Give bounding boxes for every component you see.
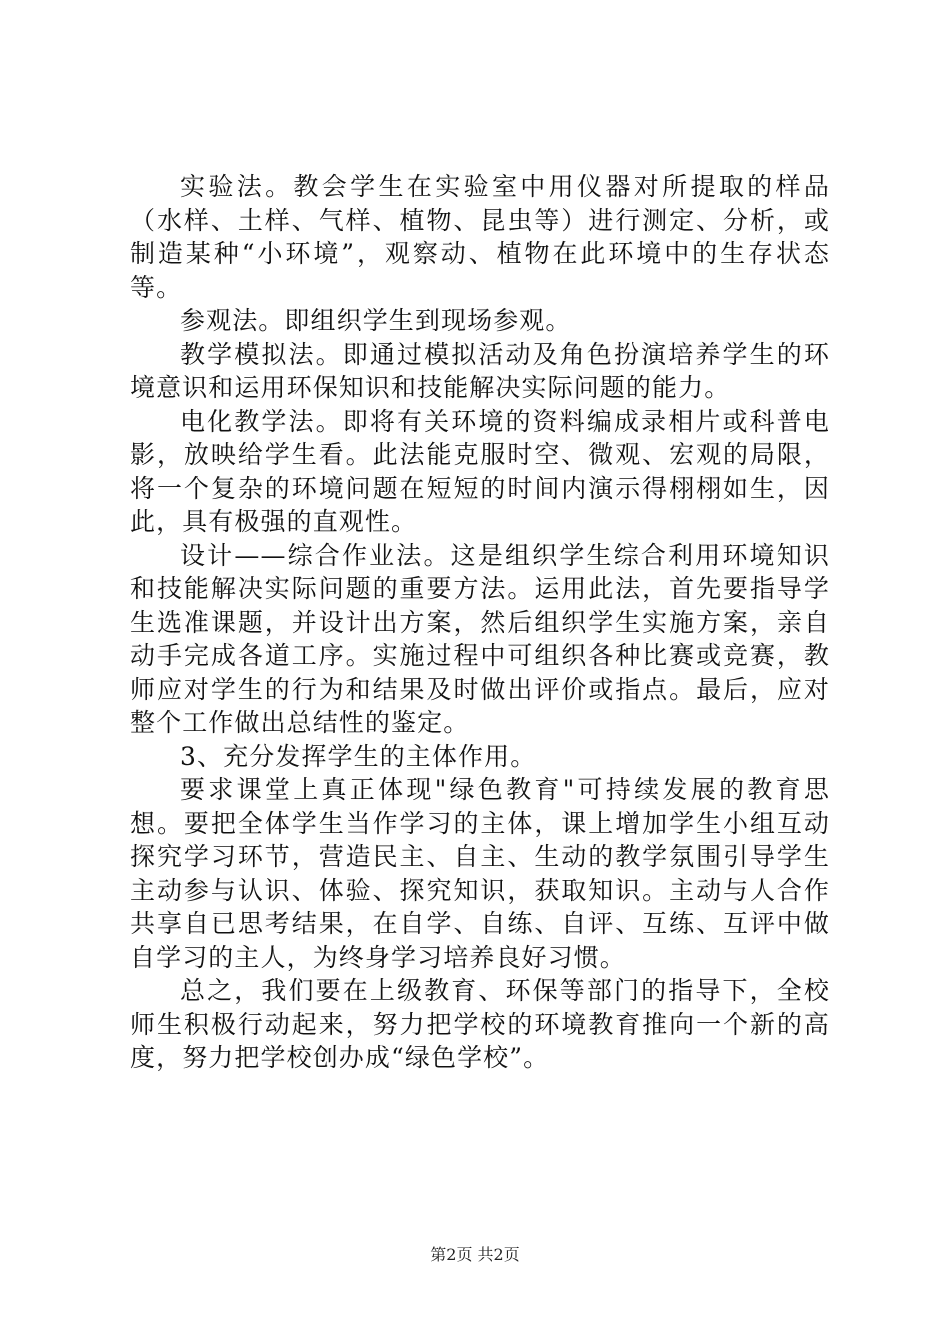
paragraph-visit-method: 参观法。即组织学生到现场参观。 [180, 306, 572, 335]
paragraph-experiment-method: 实验法。教会学生在实验室中用仪器对所提取的样品（水样、土样、气样、植物、昆虫等）进行测定、分析，或制造某种“小环境”，观察动、植物在此环境中的生存状态等。 [130, 172, 830, 302]
paragraph-audiovisual-method: 电化教学法。即将有关环境的资料编成录相片或科普电影，放映给学生看。此法能克服时空、微观、宏观的局限，将一个复杂的环境问题在短短的时间内演示得栩栩如生，因此，具有极强的直观性。 [130, 406, 830, 536]
paragraph-simulation-method: 教学模拟法。即通过模拟活动及角色扮演培养学生的环境意识和运用环保知识和技能解决实际问题的能力。 [130, 339, 830, 402]
paragraph-green-education: 要求课堂上真正体现"绿色教育"可持续发展的教育思想。要把全体学生当作学习的主体，课上增加学生小组互动探究学习环节，营造民主、自主、生动的教学氛围引导学生主动参与认识、体验、探究知识，获取知识。主动与人合作共享自已思考结果，在自学、自练、自评、互练、互评中做自学习的主人，为终身学习培养良好习惯。 [130, 775, 830, 972]
document-body [130, 170, 830, 1075]
paragraph-design-method: 设计——综合作业法。这是组织学生综合利用环境知识和技能解决实际问题的重要方法。运用此法，首先要指导学生选准课题，并设计出方案，然后组织学生实施方案，亲自动手完成各道工序。实施过程中可组织各种比赛或竞赛，教师应对学生的行为和结果及时做出评价或指点。最后，应对整个工作做出总结性的鉴定。 [130, 540, 830, 737]
paragraph-conclusion: 总之，我们要在上级教育、环保等部门的指导下，全校师生积极行动起来，努力把学校的环境教育推向一个新的高度，努力把学校创办成“绿色学校”。 [130, 976, 830, 1072]
section-heading-student-role: 3、充分发挥学生的主体作用。 [180, 741, 537, 771]
page-number-footer: 第2页 共2页 [430, 1245, 520, 1264]
